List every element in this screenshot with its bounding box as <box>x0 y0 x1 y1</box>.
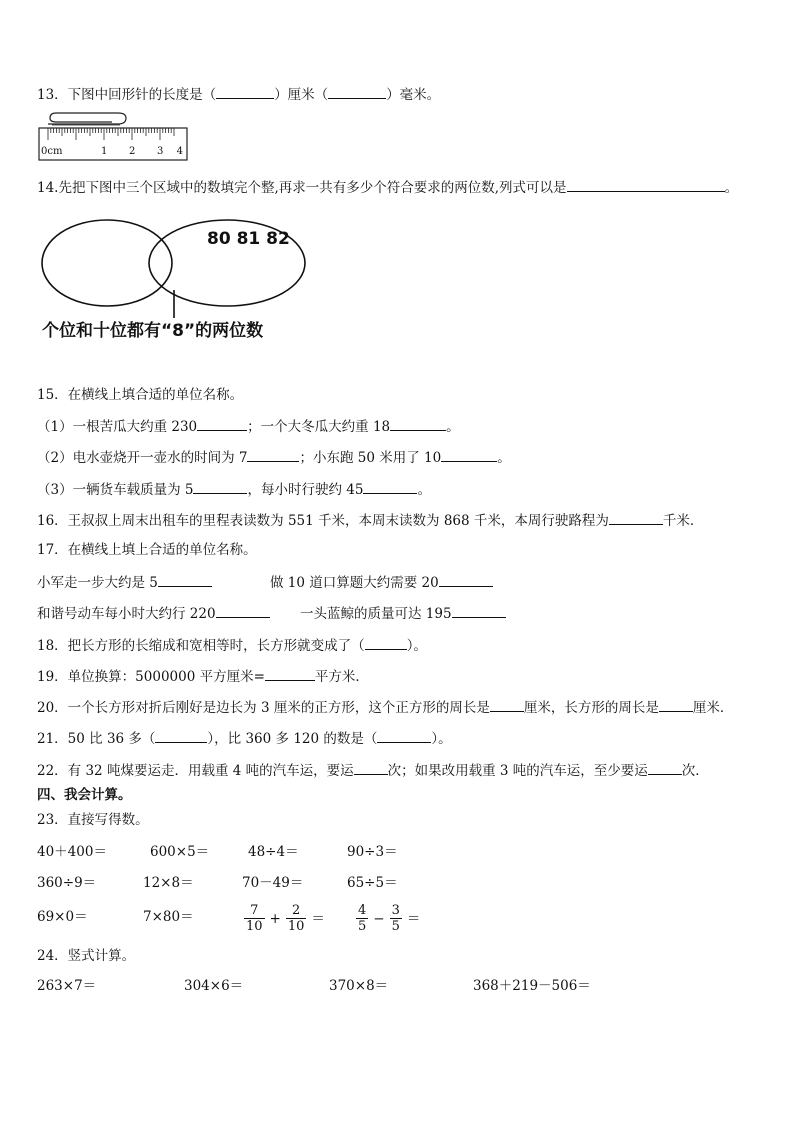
q17-item-d <box>300 603 506 623</box>
q23-r3-c1: 69×0＝ <box>37 909 88 925</box>
q22-blank-2[interactable] <box>648 760 682 775</box>
denominator: 5 <box>391 919 400 934</box>
q14-blank[interactable] <box>567 177 725 192</box>
q20-line <box>37 697 733 717</box>
q24-title: 24．竖式计算。 <box>37 948 136 964</box>
venn-caption: 个位和十位都有“8”的两位数 <box>42 321 264 341</box>
q21-b: ），比 360 多 120 的数是（ <box>207 731 378 747</box>
q23-r2-c4: 65÷5＝ <box>347 875 398 891</box>
numerator: 4 <box>358 903 367 918</box>
ruler-figure <box>38 112 190 162</box>
ruler-label-3: 3 <box>157 146 164 157</box>
q16-line <box>37 510 703 530</box>
venn-left-ellipse <box>42 220 172 306</box>
q15-l2c: 。 <box>497 450 511 466</box>
q15-blank-4[interactable] <box>441 447 497 462</box>
q15-line-1 <box>37 416 460 436</box>
denominator: 10 <box>287 919 305 934</box>
q15-blank-6[interactable] <box>363 479 417 494</box>
q22-c: 次． <box>681 763 709 779</box>
q17-c: 和谐号动车每小时大约行 220 <box>37 606 216 622</box>
q13-blank-1[interactable] <box>216 84 274 99</box>
fraction <box>244 903 265 934</box>
numerator: 7 <box>250 903 259 918</box>
paperclip-icon <box>48 113 126 125</box>
q15-blank-1[interactable] <box>197 416 247 431</box>
q15-blank-2[interactable] <box>390 416 446 431</box>
q17-item-a <box>37 572 212 592</box>
operator: + <box>269 910 281 927</box>
q24-item-3: 370×8＝ <box>329 978 389 994</box>
q17-blank-d[interactable] <box>452 603 506 618</box>
q23-r2-c2: 12×8＝ <box>143 875 194 891</box>
q13-blank-2[interactable] <box>328 84 386 99</box>
q18-b: ）。 <box>406 638 427 654</box>
q15-l3a: （3）一辆货车载质量为 5 <box>37 482 194 498</box>
q23-r1-c2: 600×5＝ <box>150 844 210 860</box>
q19-a: 19．单位换算：5000000 平方厘米= <box>37 669 265 685</box>
q17-b: 做 10 道口算题大约需要 20 <box>270 575 439 591</box>
numerator: 3 <box>391 903 400 918</box>
q21-a: 21．50 比 36 多（ <box>37 731 156 747</box>
q21-line <box>37 728 452 748</box>
q23-r3-c2: 7×80＝ <box>143 909 194 925</box>
q22-b: 次；如果改用载重 3 吨的汽车运，至少要运 <box>387 763 648 779</box>
fraction <box>356 903 368 934</box>
q16-blank[interactable] <box>609 510 663 525</box>
q23-r1-c3: 48÷4＝ <box>248 844 299 860</box>
q20-blank-2[interactable] <box>659 697 693 712</box>
q13-prefix: 13．下图中回形针的长度是（ <box>37 87 217 103</box>
denominator: 10 <box>246 919 263 934</box>
q21-blank-2[interactable] <box>377 728 431 743</box>
q20-c: 厘米． <box>692 700 734 716</box>
q20-blank-1[interactable] <box>490 697 524 712</box>
q24-item-2: 304×6＝ <box>184 978 244 994</box>
q15-blank-3[interactable] <box>247 447 299 462</box>
q21-c: ）。 <box>431 731 452 747</box>
q15-l1c: 。 <box>446 419 460 435</box>
q13-mid: ）厘米（ <box>274 87 329 103</box>
q21-blank-1[interactable] <box>155 728 207 743</box>
q17-item-c <box>37 603 270 623</box>
section-heading: 四、我会计算。 <box>37 787 132 803</box>
venn-numbers: 80 81 82 <box>207 229 290 249</box>
q24-item-1: 263×7＝ <box>37 978 97 994</box>
q18-line <box>37 635 427 655</box>
q22-blank-1[interactable] <box>354 760 388 775</box>
equals-sign: ＝ <box>311 910 325 927</box>
ruler-label-1: 1 <box>101 146 108 157</box>
operator: − <box>373 910 385 927</box>
fraction <box>390 903 402 934</box>
q13-suffix: ）毫米。 <box>386 87 441 103</box>
q15-title: 15．在横线上填合适的单位名称。 <box>37 387 244 403</box>
q14-end: 。 <box>724 180 739 196</box>
q19-blank[interactable] <box>265 666 315 681</box>
equals-sign: ＝ <box>406 910 421 927</box>
q18-blank[interactable] <box>365 635 407 650</box>
q17-blank-a[interactable] <box>158 572 212 587</box>
q19-b: 平方米． <box>314 669 369 685</box>
fraction <box>286 903 307 934</box>
q23-r1-c4: 90÷3＝ <box>347 844 398 860</box>
q16-b: 千米． <box>662 513 704 529</box>
q17-a: 小军走一步大约是 5 <box>37 575 158 591</box>
q15-blank-5[interactable] <box>193 479 247 494</box>
q24-item-4: 368＋219－506＝ <box>473 978 591 994</box>
q15-l2a: （2）电水壶烧开一壶水的时间为 7 <box>37 450 248 466</box>
ruler-label-2: 2 <box>129 146 136 157</box>
q15-l3b: ，每小时行驶约 45 <box>247 482 364 498</box>
denominator: 5 <box>358 919 367 934</box>
q22-a: 22．有 32 吨煤要运走．用载重 4 吨的汽车运，要运 <box>37 763 354 779</box>
q20-b: 厘米，长方形的周长是 <box>523 700 659 716</box>
q23-r1-c1: 40＋400＝ <box>37 844 107 860</box>
q15-line-3 <box>37 479 431 499</box>
q18-a: 18．把长方形的长缩成和宽相等时，长方形就变成了（ <box>37 638 365 654</box>
q15-l1b: ；一个大冬瓜大约重 18 <box>247 419 391 435</box>
numerator: 2 <box>291 903 301 918</box>
q15-l3c: 。 <box>417 482 431 498</box>
q17-d: 一头蓝鲸的质量可达 195 <box>300 606 452 622</box>
q17-title: 17．在横线上填上合适的单位名称。 <box>37 542 257 558</box>
q15-l1a: （1）一根苦瓜大约重 230 <box>37 419 198 435</box>
ruler-label-0: 0cm <box>41 146 63 157</box>
q22-line <box>37 760 709 780</box>
q23-title: 23．直接写得数。 <box>37 812 149 828</box>
q16-a: 16．王叔叔上周末出租车的里程表读数为 551 千米，本周末读数为 868 千米，本周行驶路程为 <box>37 513 609 529</box>
q20-a: 20．一个长方形对折后刚好是边长为 3 厘米的正方形，这个正方形的周长是 <box>37 700 490 716</box>
q14-line <box>37 177 738 197</box>
q23-r2-c1: 360÷9＝ <box>37 875 97 891</box>
q17-blank-b[interactable] <box>439 572 493 587</box>
ruler-label-4: 4 <box>176 146 183 157</box>
q23-r2-c3: 70－49＝ <box>242 875 304 891</box>
q23-fraction-expr-2 <box>354 898 423 939</box>
q19-line <box>37 666 369 686</box>
q14-text: 14.先把下图中三个区域中的数填完个整,再求一共有多少个符合要求的两位数,列式可以是 <box>37 180 567 196</box>
q17-blank-c[interactable] <box>216 603 270 618</box>
q13-line <box>37 84 440 104</box>
q15-l2b: ；小东跑 50 米用了 10 <box>299 450 442 466</box>
q23-fraction-expr-1 <box>242 898 328 939</box>
q15-line-2 <box>37 447 511 467</box>
q17-item-b <box>270 572 493 592</box>
